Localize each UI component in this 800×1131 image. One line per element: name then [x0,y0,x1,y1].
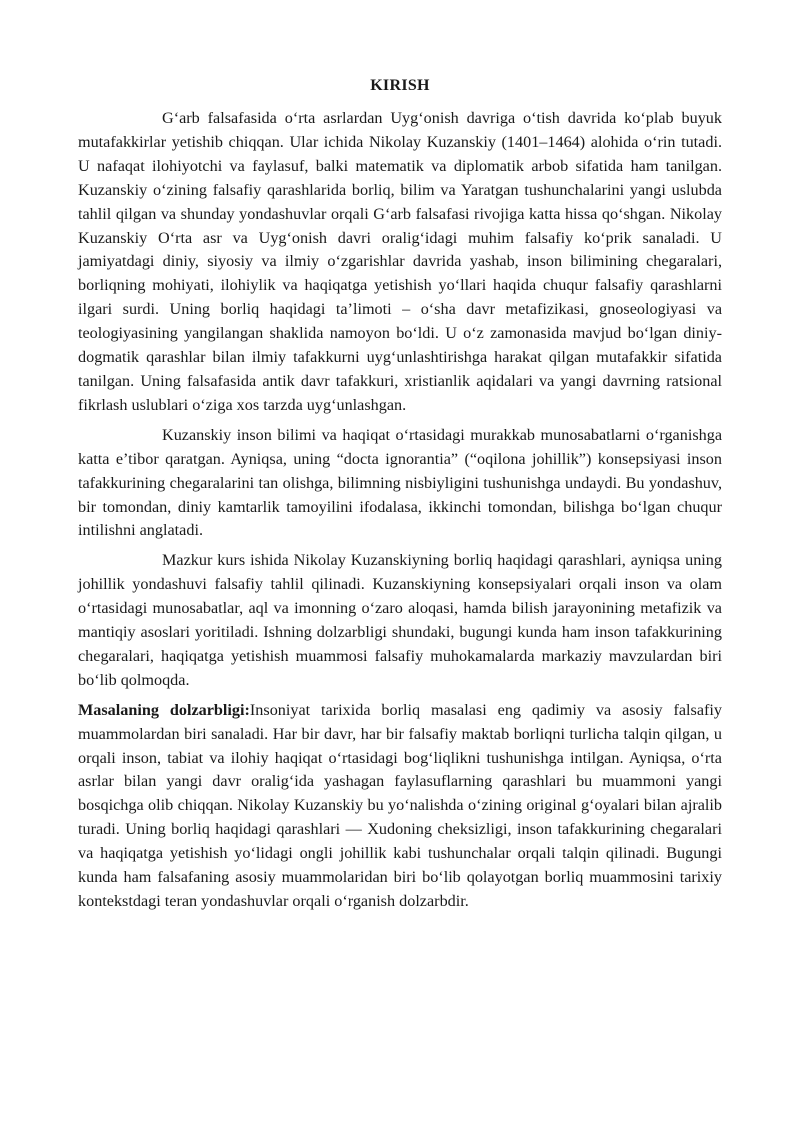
intro-paragraph-3: Mazkur kurs ishida Nikolay Kuzanskiyning borliq haqidagi qarashlari, ayniqsa uning johillik yondashuvi falsafiy tahlil qilinadi. Kuzanskiyning konsepsiyalari orqali inson va olam o‘rtasidagi munosabatlar, aql va imonning o‘zaro aloqasi, hamda bilish jarayonining metafizik va mantiqiy asoslari yoritiladi. Ishning dolzarbligi shundaki, bugungi kunda ham inson tafakkurining chegaralari, haqiqatga yetishish muammosi falsafiy muhokamalarda markaziy mavzulardan biri bo‘lib qolmoqda. [78,551,722,689]
document-page [78,74,722,920]
relevance-label: Masalaning dolzarbligi: [78,700,250,719]
intro-paragraph-1: G‘arb falsafasida o‘rta asrlardan Uyg‘onish davriga o‘tish davrida ko‘plab buyuk mutafakkirlar yetishib chiqqan. Ular ichida Nikolay Kuzanskiy (1401–1464) alohida o‘rin tutadi. U nafaqat ilohiyotchi va faylasuf, balki matematik va diplomatik arbob sifatida ham tanilgan. Kuzanskiy o‘zining falsafiy qarashlarida borliq, bilim va Yaratgan tushunchalarini yangi uslubda tahlil qilgan va shunday yondashuvlar orqali G‘arb falsafasi rivojiga katta hissa qo‘shgan. Nikolay Kuzanskiy O‘rta asr va Uyg‘onish davri oralig‘idagi muhim falsafiy ko‘prik sanaladi. U jamiyatdagi diniy, siyosiy va ilmiy o‘zgarishlar davrida yashab, inson bilimining chegaralari, borliqning mohiyati, ilohiylik va haqiqatga yetishish yo‘llari haqida chuqur falsafiy qarashlarni ilgari surdi. Uning borliq haqidagi ta’limoti – o‘sha davr metafizikasi, gnoseologiyasi va teologiyasining yangilangan shaklida namoyon bo‘ldi. U o‘z zamonasida mavjud bo‘lgan diniy-dogmatik qarashlar bilan ilmiy tafakkurni uyg‘unlashtirishga harakat qilgan mutafakkir sifatida tanilgan. Uning falsafasida antik davr tafakkuri, xristianlik aqidalari va yangi davrning ratsional fikrlash uslublari o‘ziga xos tarzda uyg‘unlashgan. [78,109,722,414]
section-title: KIRISH [370,77,430,94]
intro-paragraph-2: Kuzanskiy inson bilimi va haqiqat o‘rtasidagi murakkab munosabatlarni o‘rganishga katta e’tibor qaratgan. Ayniqsa, uning “docta ignorantia” (“oqilona johillik”) konsepsiyasi inson tafakkurining chegaralarini tan olishga, bilimning nisbiyligini tushunishga undaydi. Bu yondashuv, bir tomondan, diniy kamtarlik tamoyilini ifodalasa, ikkinchi tomondan, bilishga bo‘lgan chuqur intilishni anglatadi. [78,425,722,540]
relevance-text: Insoniyat tarixida borliq masalasi eng qadimiy va asosiy falsafiy muammolardan biri sanaladi. Har bir davr, har bir falsafiy maktab borliqni turlicha talqin qilgan, u orqali inson, tabiat va ilohiy haqiqat o‘rtasidagi bog‘liqlikni tushunishga intilgan. Ayniqsa, o‘rta asrlar bilan yangi davr oralig‘ida yashagan faylasuflarning qarashlari bu muammoni yangi bosqichga olib chiqqan. Nikolay Kuzanskiy bu yo‘nalishda o‘zining original g‘oyalari bilan ajralib turadi. Uning borliq haqidagi qarashlari — Xudoning cheksizligi, inson tafakkurining chegaralari va haqiqatga yetishish yo‘lidagi ongli johillik kabi tushunchalar orqali talqin qilinadi. Bugungi kunda ham falsafaning asosiy muammolaridan biri bo‘lib qolayotgan borliq muammosini tarixiy kontekstdagi teran yondashuvlar orqali o‘rganish dolzarbdir. [78,700,722,910]
relevance-paragraph [78,699,722,914]
